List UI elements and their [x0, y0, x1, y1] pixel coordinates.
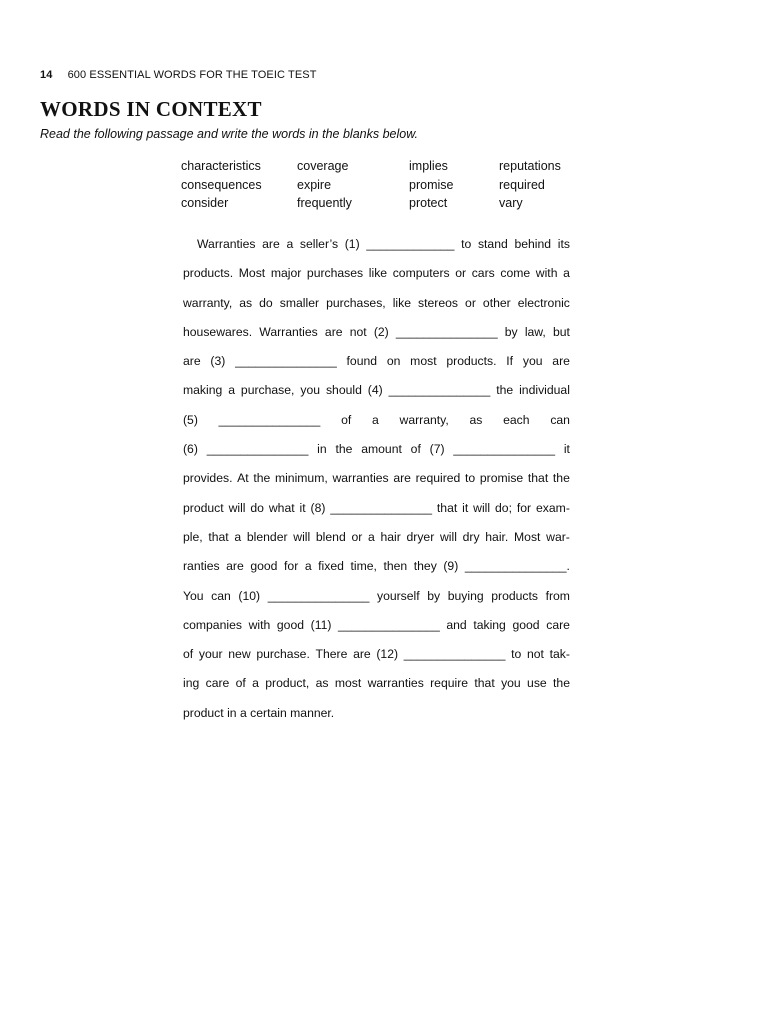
passage-word: seller’s: [299, 237, 339, 251]
passage-word: that: [527, 471, 549, 486]
passage-word: (6): [183, 442, 198, 457]
passage-word: a: [252, 676, 259, 691]
word-bank-item: promise: [409, 177, 454, 192]
passage-word: a: [372, 412, 379, 427]
passage-word: to: [465, 471, 476, 486]
word-bank-item: protect: [409, 196, 448, 210]
passage-word: care: [546, 617, 570, 632]
word-bank-item: implies: [409, 159, 448, 173]
passage-word: with: [248, 617, 271, 632]
passage-line: [183, 296, 570, 325]
passage-word: not: [349, 324, 367, 339]
passage-word: use: [527, 676, 547, 691]
passage-word: or: [351, 529, 363, 544]
passage-word: require: [430, 676, 469, 691]
passage-word: law,: [524, 324, 546, 339]
passage-line: [183, 501, 570, 530]
passage-word: ing: [183, 676, 200, 691]
passage-word: then: [383, 559, 408, 574]
passage-word: You: [183, 588, 204, 603]
passage-word: products.: [446, 354, 497, 369]
passage-line: [183, 266, 570, 295]
passage-word: its: [557, 237, 570, 251]
answer-blank: _______________: [395, 324, 498, 339]
passage-word: (11): [310, 617, 332, 632]
passage-word: Warranties: [197, 237, 256, 251]
passage-word: to: [511, 647, 522, 662]
passage-word: product,: [265, 676, 310, 691]
passage-word: Most: [238, 266, 266, 281]
passage-word: or: [465, 295, 476, 310]
passage-line: [183, 471, 570, 500]
passage-word: ranties: [183, 559, 220, 574]
passage-word: buying: [447, 588, 484, 603]
answer-blank: _______________: [235, 354, 337, 369]
passage-word: companies: [183, 617, 242, 632]
passage-word: purchases: [306, 266, 364, 281]
passage-word: product: [183, 705, 224, 720]
page-number: 14: [40, 69, 53, 81]
word-bank: [181, 159, 589, 212]
passage-word: of: [183, 647, 194, 662]
passage-word: certain: [250, 705, 287, 720]
passage-word: hair.: [485, 529, 509, 544]
passage-word: that: [474, 676, 495, 691]
passage-word: will: [293, 529, 311, 544]
passage-word: (1): [344, 237, 360, 251]
passage-word: provides.: [183, 471, 233, 486]
word-bank-item: consequences: [181, 177, 262, 192]
passage-word: exam-: [536, 500, 570, 515]
answer-blank: _______________: [206, 442, 309, 457]
passage-line: [183, 325, 570, 354]
passage-word: you: [300, 383, 321, 398]
passage-word: you: [501, 676, 521, 691]
passage-word: to: [461, 237, 472, 251]
passage-word: for: [516, 500, 532, 515]
passage-word: products: [491, 588, 538, 603]
passage-word: (4): [367, 383, 383, 398]
word-bank-item: frequently: [297, 196, 352, 210]
instructions: Read the following passage and write the words in the blanks below.: [40, 127, 419, 141]
passage-word: come: [500, 266, 531, 281]
passage-word: are: [262, 237, 280, 251]
passage-word: purchase,: [240, 383, 295, 398]
passage-word: minimum,: [274, 471, 328, 486]
passage-word: by: [427, 588, 441, 603]
answer-blank: _______________.: [464, 559, 570, 574]
passage-word: major: [270, 266, 302, 281]
passage-word: (3): [210, 354, 226, 369]
passage-word: warranties: [332, 471, 389, 486]
passage-word: cars: [471, 266, 495, 281]
answer-blank: _______________: [338, 617, 440, 632]
passage-word: amount: [361, 442, 402, 457]
passage-line: [183, 647, 570, 676]
passage-word: as: [469, 412, 483, 427]
passage-word: computers: [392, 266, 450, 281]
section-title: WORDS IN CONTEXT: [40, 97, 262, 121]
passage-line: [183, 559, 570, 588]
passage-word: At: [237, 471, 249, 486]
passage-word: warranty,: [399, 412, 449, 427]
passage-line: [183, 442, 570, 471]
passage-word: the: [335, 442, 353, 457]
passage-word: are: [183, 354, 201, 369]
passage-word: (2): [373, 324, 389, 339]
passage-word: housewares.: [183, 324, 253, 339]
passage-word: each: [503, 412, 530, 427]
passage-word: If: [506, 354, 514, 369]
passage-word: product: [183, 500, 224, 515]
passage-word: a: [367, 529, 375, 544]
answer-blank: _______________: [218, 412, 321, 427]
passage-word: (8): [310, 500, 326, 515]
passage-word: care: [205, 676, 230, 691]
passage-word: from: [545, 588, 570, 603]
passage-word: as: [239, 295, 253, 310]
passage-word: blender: [246, 529, 288, 544]
passage-word: the: [253, 471, 271, 486]
passage-word: like: [368, 266, 388, 281]
passage-word: should: [325, 383, 362, 398]
answer-blank: _______________: [267, 588, 370, 603]
passage-word: for: [284, 559, 299, 574]
passage-line: [183, 676, 570, 705]
passage-word: purchases,: [326, 295, 386, 310]
passage-word: most: [334, 676, 362, 691]
passage-word: are: [353, 647, 371, 662]
answer-blank: _______________: [453, 442, 556, 457]
passage-word: hair: [380, 529, 401, 544]
word-bank-item: coverage: [297, 159, 349, 173]
passage-word: good: [512, 617, 540, 632]
passage-word: on: [386, 354, 401, 369]
passage-word: it: [462, 500, 469, 515]
passage-word: the: [552, 471, 570, 486]
passage-word: making: [183, 383, 223, 398]
passage-word: that: [208, 529, 229, 544]
passage-word: but: [553, 324, 570, 339]
passage-word: of: [410, 442, 421, 457]
passage-word: what: [268, 500, 295, 515]
passage-word: Most: [514, 529, 541, 544]
passage-word: warranty,: [183, 295, 233, 310]
passage-word: (9): [443, 559, 459, 574]
passage-word: manner.: [290, 705, 335, 720]
passage-word: dry: [462, 529, 480, 544]
passage-word: do: [259, 295, 273, 310]
passage-word: stereos: [418, 295, 459, 310]
passage-word: required: [415, 471, 461, 486]
book-title: 600 ESSENTIAL WORDS FOR THE TOEIC TEST: [67, 69, 317, 81]
passage-word: electronic: [517, 295, 570, 310]
passage-line: [183, 706, 570, 735]
passage-word: good: [276, 617, 305, 632]
passage-word: and: [446, 617, 467, 632]
passage-word: are: [393, 471, 411, 486]
word-bank-item: reputations: [499, 159, 561, 173]
passage-word: promise: [479, 471, 524, 486]
answer-blank: _______________: [330, 500, 433, 515]
passage-line: [183, 237, 570, 266]
word-bank-item: expire: [297, 177, 332, 192]
passage-word: taking: [473, 617, 506, 632]
passage-word: you: [522, 354, 543, 369]
passage-word: ple,: [183, 529, 203, 544]
passage-word: (7): [429, 442, 445, 457]
passage-word: are: [552, 354, 570, 369]
passage-word: will: [228, 500, 246, 515]
passage-line: [183, 413, 570, 442]
passage-word: are: [324, 324, 343, 339]
passage: [183, 237, 570, 735]
passage-word: good: [250, 559, 278, 574]
passage-word: (5): [183, 412, 198, 427]
passage-line: [183, 530, 570, 559]
answer-blank: _______________: [388, 383, 491, 398]
passage-word: can: [550, 412, 570, 427]
passage-word: There: [315, 647, 348, 662]
passage-word: it: [563, 442, 570, 457]
passage-word: war-: [546, 529, 570, 544]
passage-word: in: [227, 705, 237, 720]
word-bank-item: consider: [181, 196, 229, 210]
page-header: [40, 69, 317, 81]
passage-word: dryer: [406, 529, 435, 544]
passage-word: blend: [315, 529, 346, 544]
word-bank-item: characteristics: [181, 159, 261, 173]
passage-word: tak-: [549, 647, 570, 662]
passage-word: a: [563, 266, 570, 281]
passage-word: a: [234, 529, 242, 544]
passage-word: do: [250, 500, 264, 515]
passage-word: fixed: [318, 559, 344, 574]
passage-word: a: [304, 559, 312, 574]
passage-line: [183, 618, 570, 647]
passage-word: individual: [519, 383, 570, 398]
passage-word: yourself: [376, 588, 420, 603]
passage-word: time,: [350, 559, 377, 574]
passage-word: the: [553, 676, 570, 691]
word-bank-item: vary: [499, 196, 523, 210]
passage-word: that: [436, 500, 458, 515]
passage-word: of: [341, 412, 352, 427]
passage-word: the: [496, 383, 514, 398]
passage-word: do;: [495, 500, 512, 515]
passage-word: warranties: [367, 676, 424, 691]
passage-word: most: [410, 354, 437, 369]
passage-word: new: [228, 647, 251, 662]
passage-word: with: [535, 266, 558, 281]
passage-word: it: [299, 500, 306, 515]
passage-word: other: [482, 295, 511, 310]
passage-word: products.: [183, 266, 234, 281]
passage-word: in: [317, 442, 327, 457]
passage-line: [183, 354, 570, 383]
passage-word: will: [439, 529, 457, 544]
passage-word: (12): [376, 647, 399, 662]
word-bank-item: required: [499, 177, 545, 192]
passage-word: of: [235, 676, 246, 691]
passage-word: your: [198, 647, 223, 662]
passage-word: a: [228, 383, 235, 398]
passage-word: or: [455, 266, 467, 281]
passage-word: Warranties: [259, 324, 318, 339]
passage-word: purchase.: [256, 647, 310, 662]
passage-word: (10): [238, 588, 261, 603]
passage-line: [183, 383, 570, 412]
passage-word: are: [226, 559, 244, 574]
passage-word: as: [315, 676, 329, 691]
passage-word: can: [211, 588, 231, 603]
passage-word: behind: [514, 237, 552, 251]
passage-word: a: [239, 705, 247, 720]
passage-word: like: [392, 295, 412, 310]
answer-blank: _______________: [403, 647, 506, 662]
passage-word: a: [286, 237, 294, 251]
passage-word: found: [346, 354, 378, 369]
passage-line: [183, 589, 570, 618]
passage-word: not: [526, 647, 544, 662]
passage-word: smaller: [279, 295, 320, 310]
passage-word: they: [413, 559, 437, 574]
passage-word: stand: [477, 237, 508, 251]
passage-word: will: [473, 500, 491, 515]
passage-word: by: [504, 324, 518, 339]
answer-blank: _____________: [366, 237, 455, 251]
